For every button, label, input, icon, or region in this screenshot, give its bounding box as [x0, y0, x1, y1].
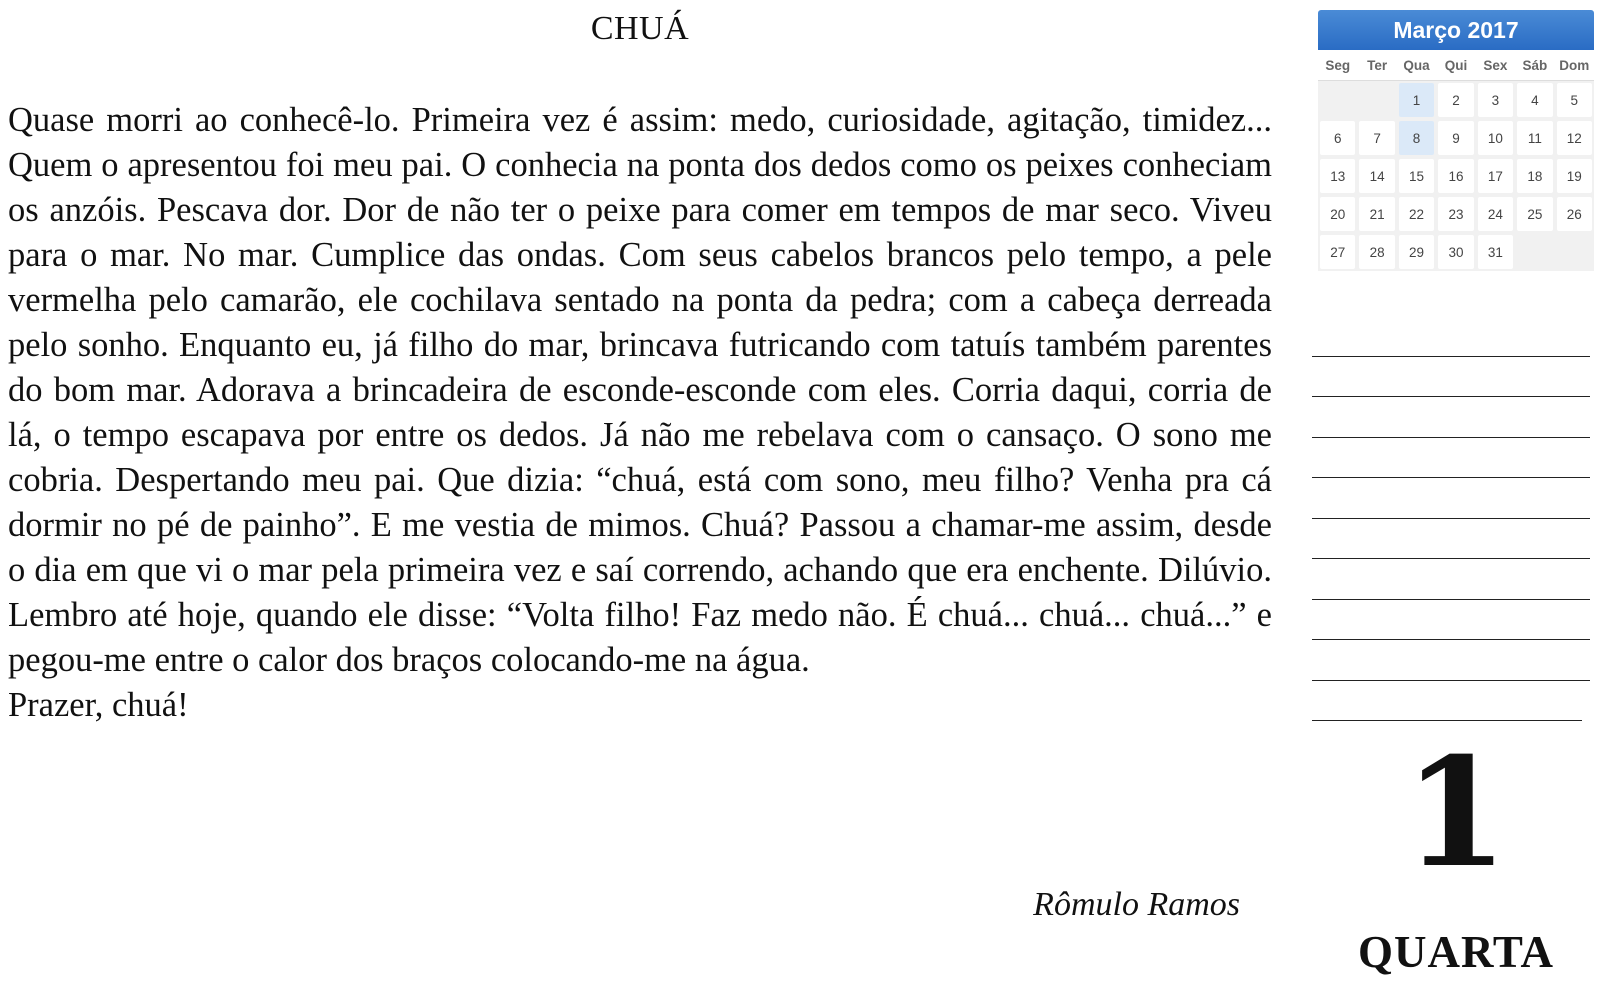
note-line: [1312, 681, 1582, 722]
note-line: [1312, 640, 1590, 681]
calendar-day[interactable]: 25: [1517, 197, 1552, 231]
calendar-day[interactable]: 24: [1478, 197, 1513, 231]
calendar-day[interactable]: 11: [1517, 121, 1552, 155]
calendar-day[interactable]: 26: [1557, 197, 1592, 231]
calendar-day[interactable]: 29: [1399, 235, 1434, 269]
calendar-day[interactable]: 8: [1399, 121, 1434, 155]
weekday-label: Seg: [1325, 57, 1351, 73]
note-line: [1312, 559, 1590, 600]
calendar-day[interactable]: 16: [1438, 159, 1473, 193]
calendar-day[interactable]: 23: [1438, 197, 1473, 231]
calendar-day[interactable]: 9: [1438, 121, 1473, 155]
calendar-month-title: Março 2017: [1318, 10, 1594, 50]
calendar-day[interactable]: 10: [1478, 121, 1513, 155]
calendar-day[interactable]: 3: [1478, 83, 1513, 117]
calendar-weekday-row: [1318, 50, 1594, 80]
calendar-day[interactable]: 27: [1320, 235, 1355, 269]
calendar-day[interactable]: 17: [1478, 159, 1513, 193]
calendar-day-empty: [1320, 83, 1355, 117]
weekday-label: Qua: [1403, 57, 1430, 73]
calendar-day[interactable]: 12: [1557, 121, 1592, 155]
note-line: [1312, 478, 1590, 519]
story-text: [8, 98, 1272, 728]
weekday-label: Sáb: [1522, 57, 1548, 73]
calendar-day[interactable]: 6: [1320, 121, 1355, 155]
story-paragraph: Quase morri ao conhecê-lo. Primeira vez é assim: medo, curiosidade, agitação, timidez... Quem o apresentou foi meu pai. O conhecia na ponta dos dedos como os peixes conheciam os anzóis. Pescava dor. Dor de não ter o peixe para comer em tempos de mar seco. Viveu para o mar. No mar. Cumplice das ondas. Com seus cabelos brancos pelo tempo, a pele vermelha pelo camarão, ele cochilava sentado na ponta da pedra; com a cabeça derreada pelo sonho. Enquanto eu, já filho do mar, brincava futricando com tatuís também parentes do bom mar. Adorava a brincadeira de esconde-esconde com eles. Corria daqui, corria de lá, o tempo escapava por entre os dedos. Já não me rebelava com o cansaço. O sono me cobria. Despertando meu pai. Que dizia: “chuá, está com sono, meu filho? Venha pra cá dormir no pé de painho”. E me vestia de mimos. Chuá? Passou a chamar-me assim, desde o dia em que vi o mar pela primeira vez e saí correndo, achando que era enchente. Dilúvio. Lembro até hoje, quando ele disse: “Volta filho! Faz medo não. É chuá... chuá... chuá...” e pegou-me entre o calor dos braços colocando-me na água.: [8, 101, 1272, 679]
day-weekday: QUARTA: [1357, 927, 1555, 977]
page-title: CHUÁ: [590, 10, 690, 47]
calendar-day[interactable]: 7: [1359, 121, 1394, 155]
calendar-day[interactable]: 13: [1320, 159, 1355, 193]
calendar-day[interactable]: 21: [1359, 197, 1394, 231]
weekday-label: Dom: [1559, 57, 1590, 73]
calendar-day[interactable]: 14: [1359, 159, 1394, 193]
calendar-day[interactable]: 18: [1517, 159, 1552, 193]
day-number: 1: [1403, 725, 1509, 901]
calendar-day[interactable]: 5: [1557, 83, 1592, 117]
note-line: [1312, 438, 1590, 479]
calendar-day[interactable]: 19: [1557, 159, 1592, 193]
note-line: [1312, 357, 1590, 398]
weekday-label: Qui: [1444, 57, 1468, 73]
author-name: Rômulo Ramos: [1033, 886, 1240, 923]
story-closing: Prazer, chuá!: [8, 686, 189, 724]
note-line: [1312, 316, 1590, 357]
notes-lines: [1312, 316, 1590, 721]
note-line: [1312, 600, 1590, 641]
calendar-day[interactable]: 1: [1399, 83, 1434, 117]
calendar-day-empty: [1359, 83, 1394, 117]
weekday-label: Sex: [1483, 57, 1508, 73]
note-line: [1312, 397, 1590, 438]
calendar-day-empty: [1517, 235, 1552, 269]
calendar-day[interactable]: 22: [1399, 197, 1434, 231]
calendar-day[interactable]: 20: [1320, 197, 1355, 231]
calendar-day[interactable]: 4: [1517, 83, 1552, 117]
weekday-label: Ter: [1367, 57, 1388, 73]
calendar-day-empty: [1557, 235, 1592, 269]
calendar-day[interactable]: 15: [1399, 159, 1434, 193]
calendar-day-grid: [1318, 80, 1594, 271]
note-line: [1312, 519, 1590, 560]
calendar-day[interactable]: 30: [1438, 235, 1473, 269]
calendar-day[interactable]: 28: [1359, 235, 1394, 269]
calendar-day[interactable]: 31: [1478, 235, 1513, 269]
calendar-day[interactable]: 2: [1438, 83, 1473, 117]
mini-calendar: [1318, 10, 1594, 280]
